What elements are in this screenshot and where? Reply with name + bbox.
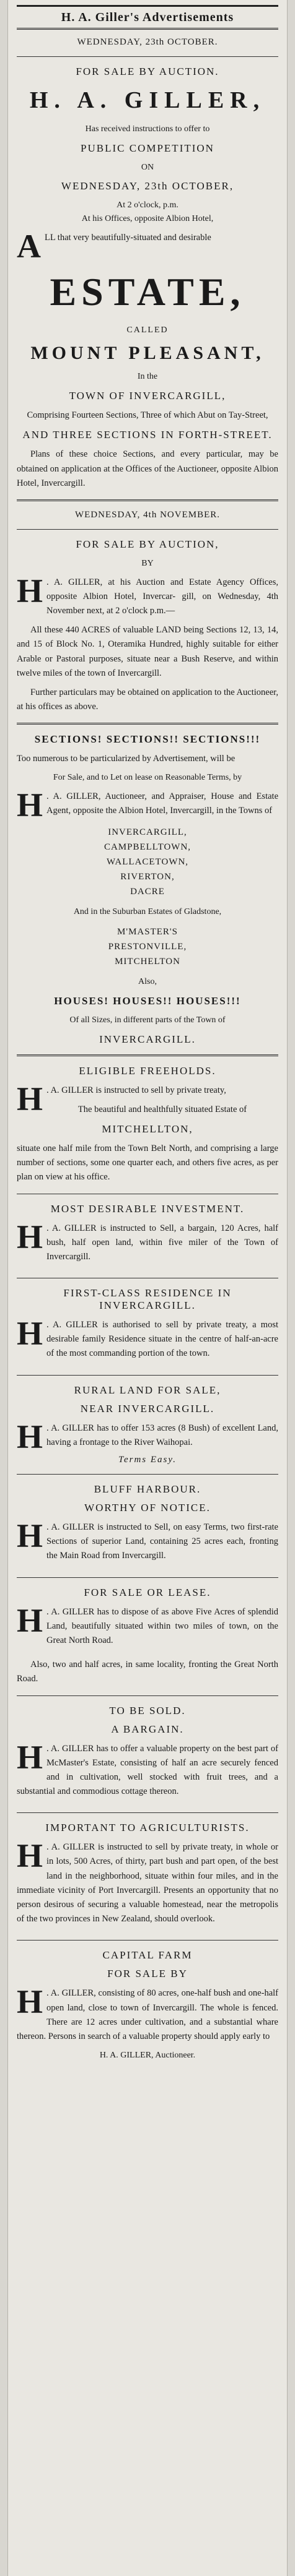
by-word: BY (141, 558, 154, 568)
ad-title: IMPORTANT TO AGRICULTURISTS. (45, 1822, 250, 1834)
town-name: TOWN OF INVERCARGILL, (69, 390, 226, 402)
suburban-line: And in the Suburban Estates of Gladstone, (73, 907, 222, 916)
instruction-line: Has received instructions to offer to (85, 124, 210, 134)
estate-description: ALL that very beautifully-situated and desirable (17, 227, 211, 265)
auction-date: WEDNESDAY, 23th OCTOBER. (77, 37, 218, 47)
plans-text: Plans of these choice Sections, and every particular, may be obtained on application at the Offices of the Auctioneer, opposite Albion Hotel, Invercargill. (17, 449, 278, 488)
newspaper-page (7, 0, 288, 2576)
ad-body: H . A. GILLER, Auctioneer, and Appraiser, House and Estate Agent, opposite the Albion Hotel, Invercargill, in the Towns of (17, 786, 278, 824)
sale-location: At his Offices, opposite Albion Hotel, (81, 214, 214, 224)
ad-mount-pleasant (17, 37, 278, 491)
ad-title: MOST DESIRABLE INVESTMENT. (50, 1202, 245, 1215)
further-particulars: Further particulars may be obtained on application to the Auctioneer, at his offices as above. (17, 687, 278, 712)
ad-title: CAPITAL FARM (102, 1949, 193, 1962)
ad-bargain (17, 1705, 278, 1804)
ad-body-2: All these 440 ACRES of valuable LAND being Sections 12, 13, 14, and 15 of Block No. 1, Oteramika Hundred, highly suitable for either Arable or Pastoral purposes, situate near a Bush Reserve, and within twelve miles of the town of Invercargill. (17, 625, 278, 678)
ad-body-3: situate one half mile from the Town Belt North, and comprising a large number of sections, some one quarter each, and others five acres, as per plan on view at his office. (17, 1143, 278, 1182)
list-item: WALLACETOWN, (106, 856, 189, 867)
ad-body: H . A. GILLER has to offer 153 acres (8 Bush) of excellent Land, having a frontage to the River Waihopai. (17, 1418, 278, 1455)
ad-subtitle: FOR SALE BY (107, 1968, 188, 1980)
in-the: In the (137, 372, 158, 382)
ad-title: ELIGIBLE FREEHOLDS. (79, 1064, 216, 1077)
public-competition: PUBLIC COMPETITION (81, 142, 214, 154)
invercargill: INVERCARGILL. (99, 1033, 196, 1045)
town-list (17, 825, 278, 899)
ad-title: FOR SALE BY AUCTION, (76, 538, 219, 550)
ad-title: SECTIONS! SECTIONS!! SECTIONS!!! (34, 733, 261, 746)
ad-title: FOR SALE BY AUCTION. (76, 66, 219, 77)
ad-body: H . A. GILLER is instructed to Sell, on easy Terms, two first-rate Sections of superior Land, containing 25 acres each, fronting the Main Road from Invercargill. (17, 1517, 278, 1561)
ad-oteramika (17, 510, 278, 714)
all-sizes: Of all Sizes, in different parts of the Town of (69, 1015, 226, 1025)
sale-date: WEDNESDAY, 23th OCTOBER, (61, 180, 234, 192)
ad-residence (17, 1287, 278, 1366)
ad-title: RURAL LAND FOR SALE, (74, 1384, 221, 1396)
ad-rural-land (17, 1384, 278, 1465)
list-item: M'MASTER'S (117, 927, 178, 937)
ad-title: FIRST-CLASS RESIDENCE IN INVERCARGILL. (63, 1287, 232, 1312)
ad-body: H . A. GILLER, consisting of 80 acres, one-half bush and one-half open land, close to town of Invercargill. The whole is fenced. There are 12 acres under cultivation, and a substantial whare thereon. Persons in search of a valuable property should apply early to (17, 1983, 278, 2041)
auction-date: WEDNESDAY, 4th NOVEMBER. (74, 509, 220, 520)
ad-title: BLUFF HARBOUR. (94, 1483, 201, 1495)
ad-body: H . A. GILLER is authorised to sell by private treaty, a most desirable family Residence situate in the centre of half-an-acre of the most commanding portion of the town. (17, 1315, 278, 1359)
ad-subtitle: NEAR INVERCARGILL. (80, 1402, 215, 1415)
ad-body: H . A. GILLER, at his Auction and Estate Agency Offices, opposite Albion Hotel, Invercar- gill, on Wednesday, 4th November next, at 2 o'clock p.m.— (17, 572, 278, 616)
list-item: CAMPBELLTOWN, (103, 842, 192, 852)
ad-sale-or-lease (17, 1587, 278, 1687)
suburb-list (17, 924, 278, 969)
list-item: MITCHELTON (115, 957, 180, 967)
ad-title: TO BE SOLD. (109, 1704, 186, 1717)
also-word: Also, (138, 977, 157, 987)
signature: H. A. GILLER, Auctioneer. (99, 2051, 196, 2061)
ad-bluff-harbour (17, 1483, 278, 1569)
called-word: CALLED (126, 325, 169, 335)
mount-pleasant-heading: MOUNT PLEASANT, (30, 343, 265, 364)
list-item: DACRE (130, 886, 165, 897)
place-name: MITCHELLTON, (102, 1122, 193, 1135)
ad-subtitle: WORTHY OF NOTICE. (84, 1502, 211, 1514)
list-item: PRESTONVILLE, (108, 942, 187, 952)
too-numerous: Too numerous to be particularized by Advertisement, will be (17, 754, 236, 764)
ad-body: H . A. GILLER is instructed to sell by private treaty, (17, 1080, 226, 1118)
ad-body: H . A. GILLER is instructed to Sell, a bargain, 120 Acres, half bush, half open land, within five miler of the Town of Invercargill. (17, 1218, 278, 1262)
comprising-text: Comprising Fourteen Sections, Three of which Abut on Tay-Street, (27, 410, 268, 421)
for-sale-line: For Sale, and to Let on lease on Reasonable Terms, by (53, 773, 242, 783)
sale-time: At 2 o'clock, p.m. (117, 200, 178, 210)
list-item: RIVERTON, (120, 871, 175, 882)
terms: Terms Easy. (118, 1455, 177, 1465)
ad-body: H . A. GILLER has to dispose of as above Five Acres of splendid Land, beautifully situated within two miles of town, on the Great North Road. (17, 1601, 278, 1645)
ad-body: H . A. GILLER has to offer a valuable property on the best part of McMaster's Estate, consisting of half an acre securely fenced and in cultivation, well stocked with fruit trees, and a substantial and commodious cottage thereon. (17, 1738, 278, 1797)
ad-eligible-freeholds (17, 1065, 278, 1185)
masthead: H. A. Giller's Advertisements (17, 5, 278, 30)
auctioneer-name: H. A. GILLER, (29, 87, 266, 113)
houses-heading: HOUSES! HOUSES!! HOUSES!!! (54, 994, 241, 1007)
on-word: ON (141, 162, 154, 172)
ad-capital-farm (17, 1949, 278, 2062)
ad-body-2: The beautiful and healthfully situated Estate of (77, 1104, 247, 1114)
ad-body-2: Also, two and half acres, in same locality, fronting the Great North Road. (17, 1660, 278, 1684)
ad-sections (17, 733, 278, 1045)
ad-body: H . A. GILLER is instructed to sell by private treaty, in whole or in lots, 500 Acres, of thirty, part bush and part open, of the best land in the neighborhood, situate within four miles, and in the immediate vicinity of Port Invercargill. Presents an opportunity that no person desirous of securing a valuable homestead, near the metropolis of the two provinces in New Zealand, should overlook. (17, 1837, 278, 1924)
ad-investment (17, 1203, 278, 1270)
list-item: INVERCARGILL, (108, 827, 187, 837)
forth-street: AND THREE SECTIONS IN FORTH-STREET. (22, 429, 273, 441)
ad-subtitle: A BARGAIN. (111, 1723, 184, 1735)
ad-agriculturists (17, 1822, 278, 1931)
estate-heading: ESTATE, (50, 269, 245, 314)
drop-cap: A (17, 227, 41, 265)
ad-title: FOR SALE OR LEASE. (84, 1586, 211, 1598)
